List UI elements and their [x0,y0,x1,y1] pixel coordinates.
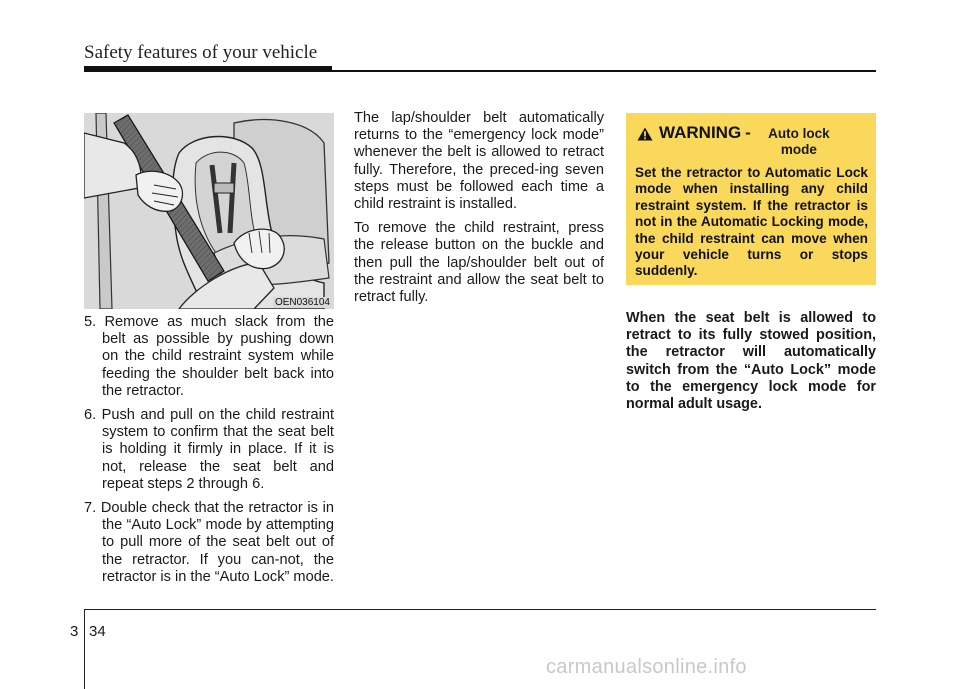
footer-rule-vertical [84,609,85,689]
chapter-number: 3 [70,623,79,640]
watermark: carmanualsonline.info [546,656,747,678]
warning-box [626,113,876,285]
warning-dash: - [745,123,751,142]
step-7: 7. Double check that the retractor is in the “Auto Lock” mode by attempting to pull more of the seat belt out of the retractor. If you can-not, the retractor is in the “Auto Lock” mode. [84,500,334,585]
footer-rule [84,609,876,610]
middle-column [354,110,604,313]
warning-triangle-icon [637,127,653,141]
child-seat-drawing [84,113,334,309]
warning-topic: Auto lock mode [768,126,830,157]
child-seat-illustration [84,113,334,309]
page-header-title: Safety features of your vehicle [84,42,318,63]
auto-lock-note: When the seat belt is allowed to retract to its fully stowed position, the retractor will automatically switch from the “Auto Lock” mode to the emergency lock mode for normal adult usage. [626,310,876,413]
warning-header [635,121,868,165]
steps-list [84,314,334,593]
emergency-lock-paragraph: The lap/shoulder belt automatically returns to the “emergency lock mode” whenever the belt is allowed to retract fully. Therefore, the preced-ing seven steps must be followed each time a child restraint is installed. [354,110,604,213]
warning-body: Set the retractor to Automatic Lock mode when installing any child restraint system. If the retractor is not in the Automatic Locking mode, the child restraint can move when your vehicle turns or stops suddenly. [635,165,868,279]
remove-restraint-paragraph: To remove the child restraint, press the release button on the buckle and then pull the lap/shoulder belt out of the restraint and allow the seat belt to retract fully. [354,220,604,306]
header-rule [84,70,876,72]
step-6: 6. Push and pull on the child restraint system to confirm that the seat belt is holding it firmly in place. If it is not, release the seat belt and repeat steps 2 through 6. [84,407,334,492]
figure-code: OEN036104 [274,297,330,308]
warning-label: WARNING [659,123,742,142]
page-number: 34 [89,623,106,640]
step-5: 5. Remove as much slack from the belt as possible by pushing down on the child restraint system while feeding the shoulder belt back into the retractor. [84,314,334,399]
